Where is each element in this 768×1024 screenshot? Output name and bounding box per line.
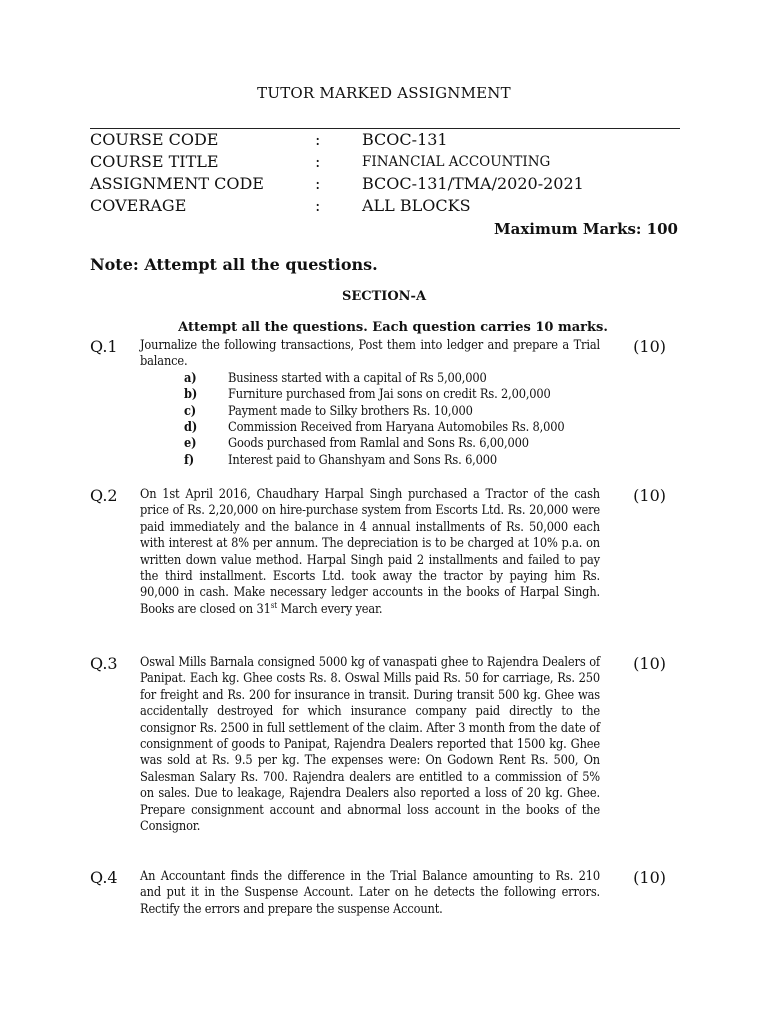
question-number: Q.2 bbox=[90, 486, 118, 505]
info-value: BCOC-131 bbox=[362, 130, 448, 149]
course-info-table bbox=[90, 129, 690, 217]
info-key: COURSE CODE bbox=[90, 130, 219, 149]
info-row-course-code bbox=[90, 129, 690, 151]
info-row-assignment-code bbox=[90, 173, 690, 195]
info-value: BCOC-131/TMA/2020-2021 bbox=[362, 174, 584, 193]
question-text: Journalize the following transactions, Post them into ledger and prepare a Trial balance. bbox=[140, 337, 600, 369]
list-item-label: c) bbox=[184, 402, 197, 418]
question-text-part: On 1st April 2016, Chaudhary Harpal Singh purchased a Tractor of the cash price of Rs. 2,20,000 on hire-purchase system from Escorts Ltd. Rs. 20,000 were paid immediately and the balance in 4 annual installments of Rs. 50,000 each with interest at 8% per annum. The depreciation is to be charged at 10% p.a. on written down value method. Harpal Singh paid 2 installments and failed to pay the third installment. Escorts Ltd. took away the tractor by paying him Rs. 90,000 in cash. Make necessary ledger accounts in the books of Harpal Singh. Books are closed on 31 bbox=[140, 486, 600, 616]
question-text bbox=[140, 486, 600, 617]
maximum-marks: Maximum Marks: 100 bbox=[494, 220, 678, 238]
list-item-label: a) bbox=[184, 369, 197, 385]
list-item-label: d) bbox=[184, 418, 198, 434]
info-row-course-title bbox=[90, 151, 690, 173]
list-item-label: e) bbox=[184, 435, 197, 451]
question-number: Q.3 bbox=[90, 654, 118, 673]
list-item-text: Furniture purchased from Jai sons on credit Rs. 2,00,000 bbox=[228, 386, 551, 402]
list-item-label: f) bbox=[184, 451, 195, 467]
list-item bbox=[140, 435, 600, 451]
question-text: An Accountant finds the difference in the Trial Balance amounting to Rs. 210 and put it in the Suspense Account. Later on he detects the following errors. Rectify the errors and prepare the suspense Account. bbox=[140, 868, 600, 916]
list-item bbox=[140, 403, 600, 419]
list-item-text: Business started with a capital of Rs 5,00,000 bbox=[228, 369, 487, 385]
question-text: Oswal Mills Barnala consigned 5000 kg of vanaspati ghee to Rajendra Dealers of Panipat. Each kg. Ghee costs Rs. 8. Oswal Mills paid Rs. 50 for carriage, Rs. 250 for freight and Rs. 200 for insurance in transit. During transit 500 kg. Ghee was accidentally destroyed for which insurance company paid directly to the consignor Rs. 2500 in full settlement of the claim. After 3 month from the date of consignment of goods to Panipat, Rajendra Dealers reported that 1500 kg. Ghee was sold at Rs. 9.5 per kg. The expenses were: On Godown Rent Rs. 500, On Salesman Salary Rs. 700. Rajendra dealers are entitled to a commission of 5% on sales. Due to leakage, Rajendra Dealers also reported a loss of 20 kg. Ghee. Prepare consignment account and abnormal loss account in the books of the Consignor. bbox=[140, 654, 600, 834]
question-text-block bbox=[140, 654, 600, 834]
info-separator: : bbox=[315, 174, 321, 193]
info-key: COURSE TITLE bbox=[90, 152, 219, 171]
question-text-block bbox=[140, 337, 600, 468]
list-item bbox=[140, 452, 600, 468]
section-heading: SECTION-A bbox=[341, 289, 427, 304]
question-text-block bbox=[140, 868, 600, 917]
info-separator: : bbox=[315, 196, 321, 215]
list-item-text: Commission Received from Haryana Automobiles Rs. 8,000 bbox=[228, 418, 565, 434]
info-key: COVERAGE bbox=[90, 196, 187, 215]
info-value: FINANCIAL ACCOUNTING bbox=[362, 154, 551, 170]
list-item-text: Interest paid to Ghanshyam and Sons Rs. 6,000 bbox=[228, 451, 497, 467]
list-item bbox=[140, 419, 600, 435]
question-text-part: March every year. bbox=[276, 600, 383, 616]
question-number: Q.1 bbox=[90, 337, 118, 356]
info-value: ALL BLOCKS bbox=[362, 196, 471, 215]
question-marks: (10) bbox=[633, 654, 666, 673]
question-marks: (10) bbox=[633, 486, 666, 505]
ordinal-suffix: st bbox=[270, 600, 277, 610]
question-number: Q.4 bbox=[90, 868, 118, 887]
document-title: TUTOR MARKED ASSIGNMENT bbox=[257, 84, 511, 102]
list-item-label: b) bbox=[184, 386, 198, 402]
list-item-text: Goods purchased from Ramlal and Sons Rs. 6,00,000 bbox=[228, 435, 529, 451]
question-marks: (10) bbox=[633, 868, 666, 887]
list-item bbox=[140, 386, 600, 402]
section-instruction: Attempt all the questions. Each question carries 10 marks. bbox=[178, 320, 608, 335]
info-key: ASSIGNMENT CODE bbox=[90, 174, 264, 193]
note: Note: Attempt all the questions. bbox=[90, 255, 378, 274]
question-text-block bbox=[140, 486, 600, 617]
question-marks: (10) bbox=[633, 337, 666, 356]
list-item bbox=[140, 370, 600, 386]
list-item-text: Payment made to Silky brothers Rs. 10,000 bbox=[228, 402, 473, 418]
info-separator: : bbox=[315, 130, 321, 149]
info-row-coverage bbox=[90, 195, 690, 217]
info-separator: : bbox=[315, 152, 321, 171]
